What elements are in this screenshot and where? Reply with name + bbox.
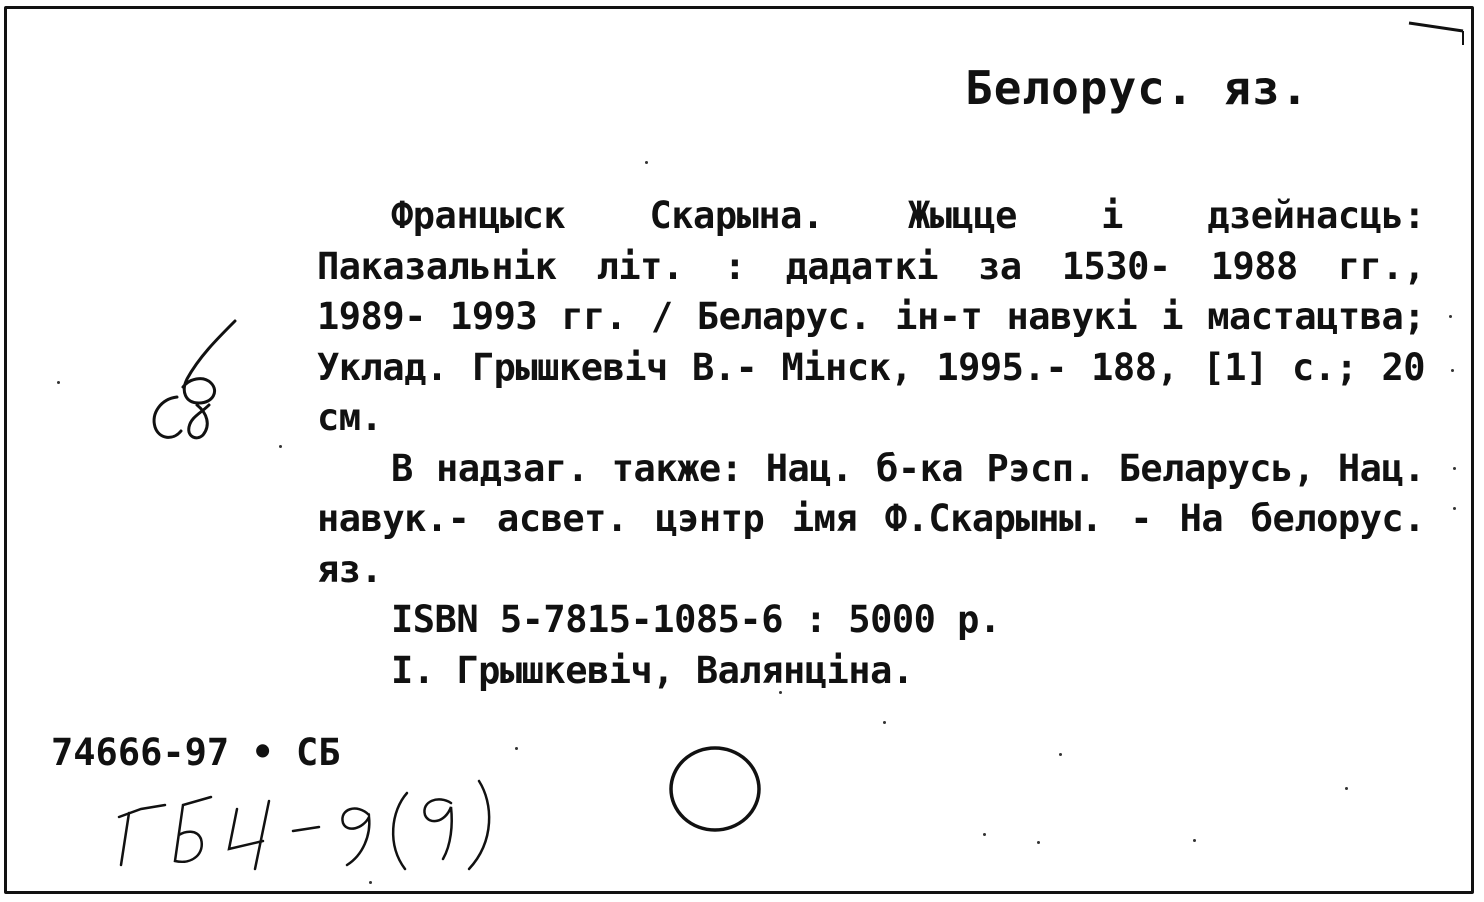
handwritten-monogram xyxy=(137,309,257,449)
speck xyxy=(1037,841,1040,844)
bibliographic-entry xyxy=(317,191,1425,696)
speck xyxy=(1345,787,1348,790)
speck xyxy=(983,833,986,836)
speck xyxy=(279,445,282,448)
isbn-line: ISBN 5-7815-1085-6 : 5000 р. xyxy=(391,598,1001,641)
speck xyxy=(1193,839,1196,842)
speck xyxy=(1451,369,1454,372)
speck xyxy=(779,691,782,694)
language-label: Белорус. яз. xyxy=(965,61,1310,115)
catalog-card xyxy=(4,6,1474,894)
note-paragraph: В надзаг. также: Нац. б-ка Рэсп. Беларусь, Нац. навук.- асвет. цэнтр імя Ф.Скарыны. - На белорус. яз. xyxy=(317,446,1425,591)
speck xyxy=(645,161,648,164)
added-entry: I. Грышкевіч, Валянціна. xyxy=(391,648,914,692)
speck xyxy=(1059,753,1062,756)
shelf-number: 74666-97 • СБ xyxy=(51,731,341,774)
handwritten-call-number xyxy=(107,769,527,879)
speck xyxy=(883,721,886,724)
hole-circle xyxy=(665,743,765,835)
speck xyxy=(515,747,518,750)
speck xyxy=(369,881,372,884)
speck xyxy=(1453,507,1456,510)
speck xyxy=(57,381,60,384)
speck xyxy=(1449,315,1452,318)
corner-fold-mark xyxy=(1407,17,1467,47)
speck xyxy=(1453,467,1456,470)
entry-paragraph: Францыск Скарына. Жыцце і дзейнасць: Паказальнік літ. : дадаткі за 1530- 1988 гг., 1989- 1993 гг. / Беларус. ін-т навукі і мастацтва; Уклад. Грышкевіч В.- Мінск, 1995.- 188, [1] с.; 20 см. xyxy=(317,194,1425,439)
